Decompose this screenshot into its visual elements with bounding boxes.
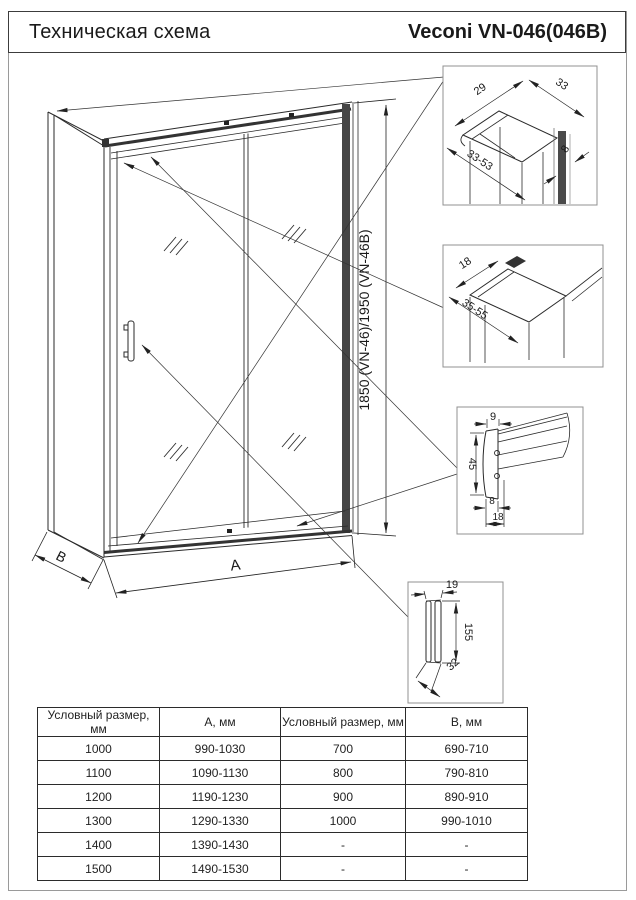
table-header-cell: А, мм bbox=[160, 708, 281, 737]
table-cell: 1000 bbox=[38, 737, 160, 761]
table-row bbox=[38, 833, 528, 857]
dim-label: 32 bbox=[444, 656, 462, 674]
table-cell: 1400 bbox=[38, 833, 160, 857]
dim-label: 9 bbox=[489, 411, 497, 423]
table-cell: 1200 bbox=[38, 785, 160, 809]
table-cell: 1390-1430 bbox=[160, 833, 281, 857]
table-cell: 1290-1330 bbox=[160, 809, 281, 833]
dim-label: 18 bbox=[456, 255, 474, 272]
table-row bbox=[38, 761, 528, 785]
page-title: Техническая схема bbox=[29, 20, 211, 43]
dim-label: 33-53 bbox=[464, 147, 495, 174]
table-cell: 690-710 bbox=[406, 737, 528, 761]
table-cell: - bbox=[281, 857, 406, 881]
header bbox=[8, 11, 626, 53]
detail-box-rail-profile bbox=[457, 407, 583, 534]
dimension-depth-b bbox=[32, 532, 103, 589]
table-cell: 1490-1530 bbox=[160, 857, 281, 881]
table-cell: 700 bbox=[281, 737, 406, 761]
table-header-row bbox=[38, 708, 528, 737]
table-header-cell: Условный размер, мм bbox=[38, 708, 160, 737]
dim-label: 18 bbox=[492, 512, 504, 523]
table-row bbox=[38, 809, 528, 833]
table-cell: 1000 bbox=[281, 809, 406, 833]
glass-hatch bbox=[164, 237, 188, 255]
detail-box-top-profile bbox=[443, 66, 597, 205]
shower-front-view bbox=[48, 101, 358, 560]
size-table bbox=[37, 707, 528, 881]
door-frame bbox=[102, 101, 358, 557]
dim-height-label: 1850 (VN-46)/1950 (VN-46B) bbox=[356, 229, 372, 411]
door-handle bbox=[124, 321, 134, 361]
dim-label: 19 bbox=[445, 579, 459, 591]
model-title: Veconi VN-046(046B) bbox=[408, 20, 607, 43]
dim-label: 33 bbox=[553, 76, 571, 93]
table-cell: 1100 bbox=[38, 761, 160, 785]
table-cell: 800 bbox=[281, 761, 406, 785]
side-panel bbox=[48, 112, 104, 560]
table-cell: - bbox=[406, 857, 528, 881]
dim-depth-label: В bbox=[53, 547, 70, 566]
glass-hatch bbox=[282, 433, 306, 451]
table-cell: 1500 bbox=[38, 857, 160, 881]
table-cell: 890-910 bbox=[406, 785, 528, 809]
table-cell: 990-1030 bbox=[160, 737, 281, 761]
detail-box-handle bbox=[408, 579, 503, 703]
table-cell: - bbox=[406, 833, 528, 857]
table-cell: 990-1010 bbox=[406, 809, 528, 833]
table-cell: 900 bbox=[281, 785, 406, 809]
table-header-cell: В, мм bbox=[406, 708, 528, 737]
glass-hatch-marks bbox=[164, 225, 306, 461]
dim-label: 35-55 bbox=[459, 296, 490, 323]
detail-box-wall-profile bbox=[443, 245, 603, 367]
table-row bbox=[38, 857, 528, 881]
dim-label: 45 bbox=[466, 457, 478, 471]
dim-width-label: А bbox=[229, 556, 242, 575]
dimension-width-a bbox=[104, 536, 355, 598]
dim-label: 29 bbox=[471, 81, 489, 98]
dim-label: 8 bbox=[558, 143, 573, 156]
table-cell: - bbox=[281, 833, 406, 857]
table-cell: 790-810 bbox=[406, 761, 528, 785]
table-row bbox=[38, 785, 528, 809]
dim-label: 155 bbox=[462, 622, 474, 642]
table-cell: 1090-1130 bbox=[160, 761, 281, 785]
table-row bbox=[38, 737, 528, 761]
glass-hatch bbox=[164, 443, 188, 461]
table-cell: 1300 bbox=[38, 809, 160, 833]
table-cell: 1190-1230 bbox=[160, 785, 281, 809]
sliding-panel-divider bbox=[244, 134, 248, 529]
table-header-cell: Условный размер, мм bbox=[281, 708, 406, 737]
dim-label: 8 bbox=[489, 496, 495, 507]
